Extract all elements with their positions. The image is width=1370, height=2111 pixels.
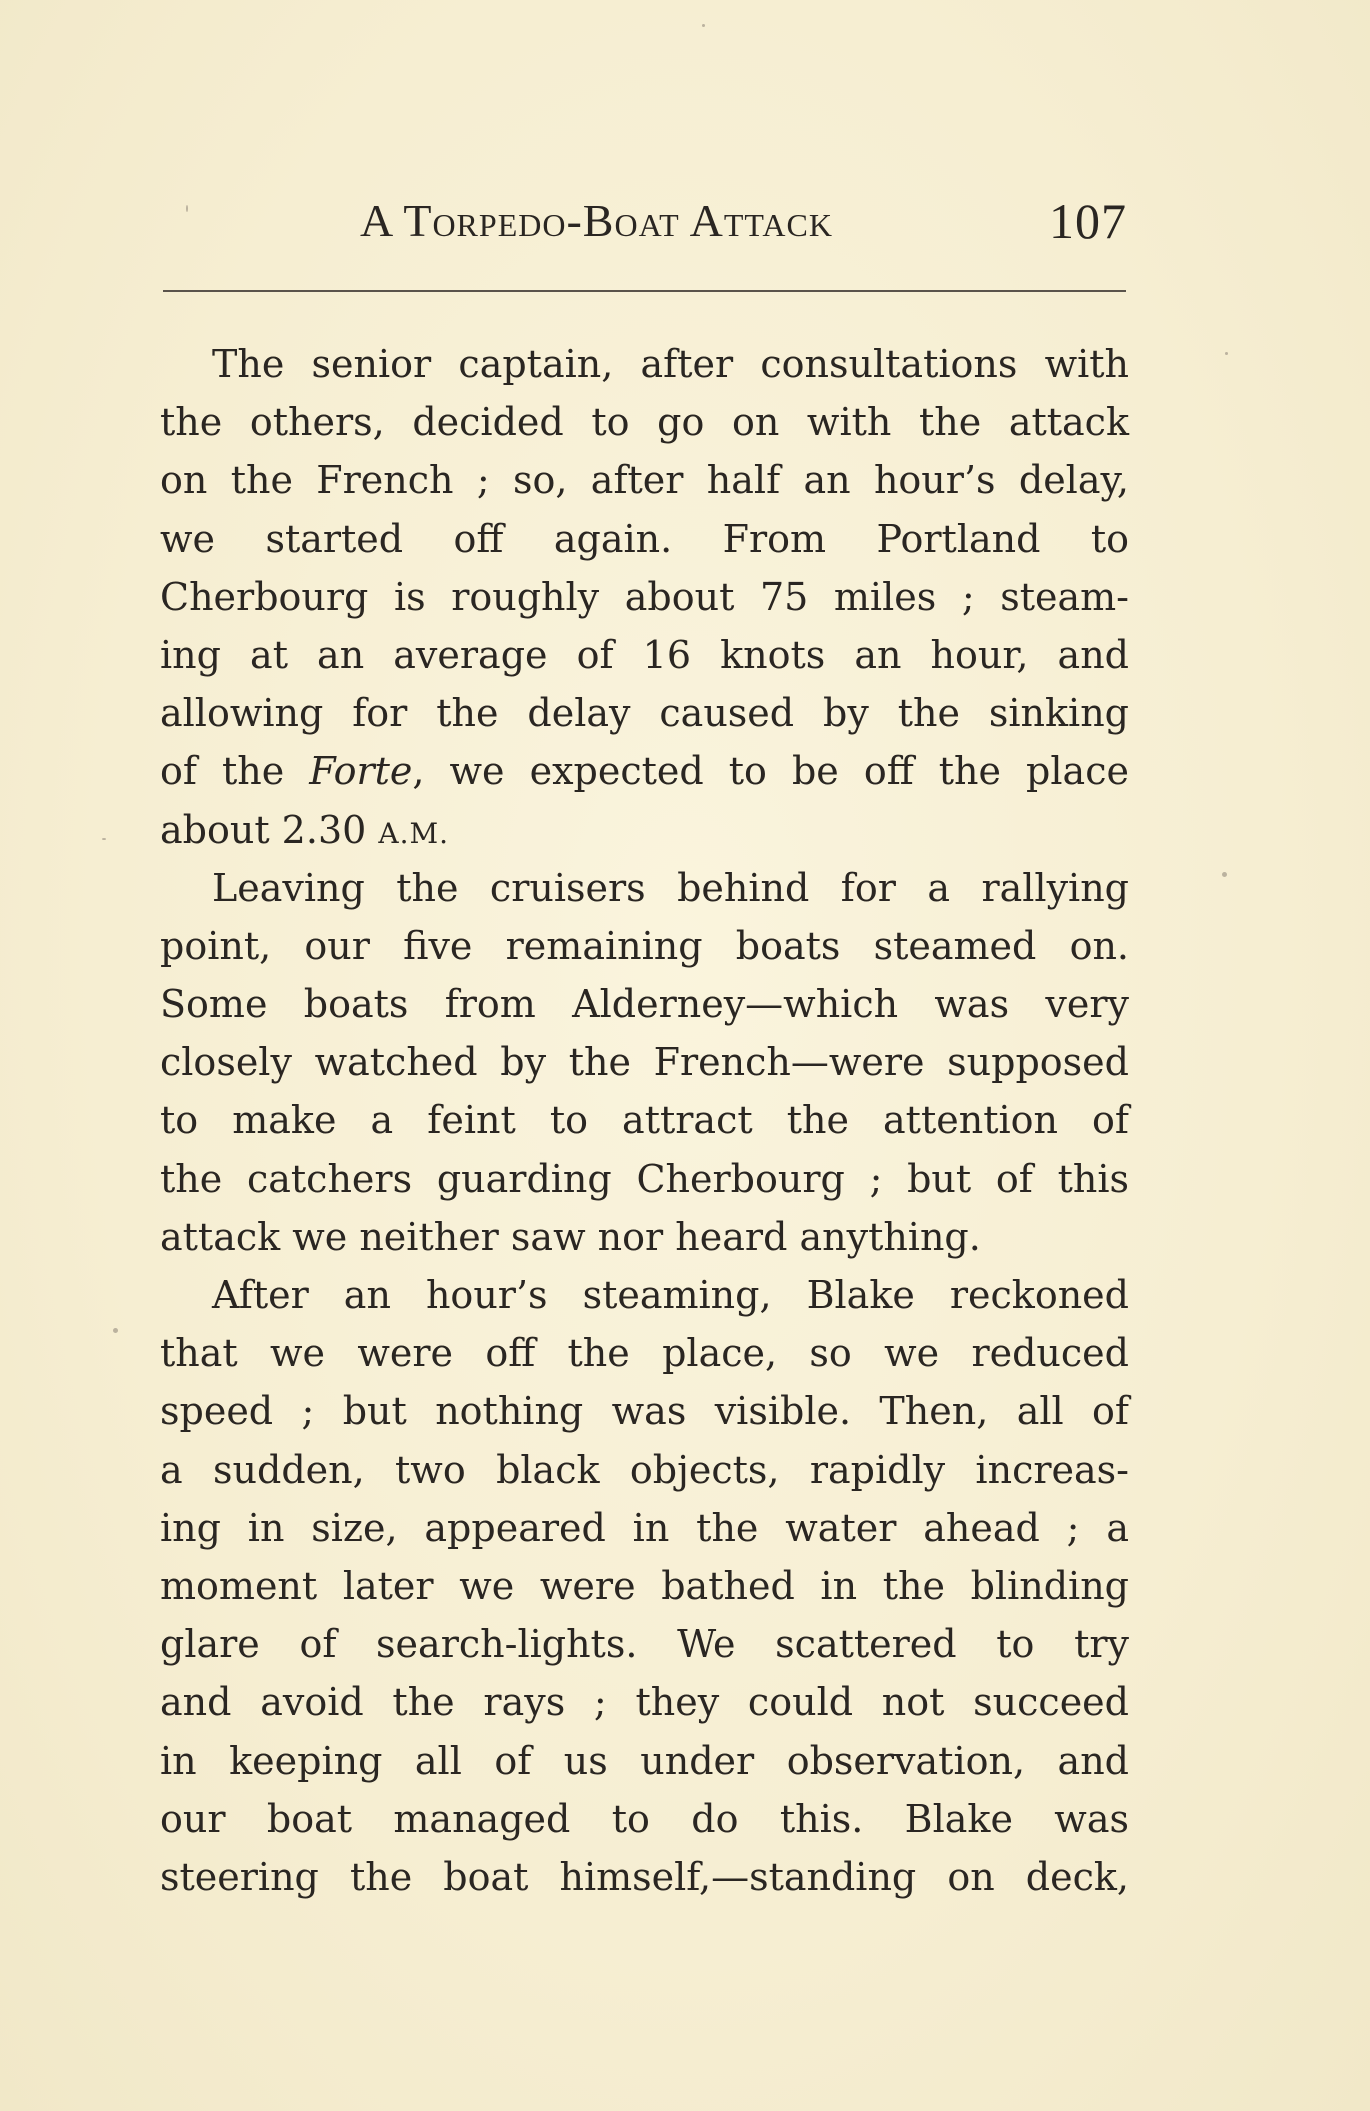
paper-speck bbox=[702, 24, 705, 27]
text-line: Leaving the cruisers behind for a rallying bbox=[212, 865, 1129, 910]
paper-speck bbox=[102, 838, 106, 840]
text-line: to make a feint to attract the attention of bbox=[160, 1098, 1129, 1143]
paper-speck bbox=[1222, 872, 1227, 877]
text-line: speed ; but nothing was visible. Then, all of bbox=[160, 1389, 1129, 1434]
text-line: allowing for the delay caused by the sinking bbox=[160, 691, 1129, 736]
text-line: that we were off the place, so we reduced bbox=[160, 1331, 1129, 1376]
text-line: point, our five remaining boats steamed on. bbox=[160, 923, 1129, 968]
text-run: of the bbox=[160, 749, 285, 794]
text-line: and avoid the rays ; they could not succeed bbox=[160, 1680, 1129, 1725]
paper-speck bbox=[186, 205, 188, 212]
text-line: closely watched by the French—were supposed bbox=[160, 1040, 1129, 1085]
text-line: moment later we were bathed in the blinding bbox=[160, 1563, 1129, 1608]
text-line bbox=[160, 742, 1129, 800]
paper-speck bbox=[113, 1328, 118, 1333]
text-line: ing in size, appeared in the water ahead ; a bbox=[160, 1505, 1129, 1550]
text-run: about 2.30 bbox=[160, 807, 367, 852]
text-line: The senior captain, after consultations with bbox=[212, 342, 1129, 386]
page-number: 107 bbox=[1049, 193, 1127, 249]
text-line: ing at an average of 16 knots an hour, and bbox=[160, 632, 1129, 677]
text-line: we started off again. From Portland to bbox=[160, 516, 1129, 561]
time-suffix: A.M. bbox=[378, 816, 450, 850]
text-line: After an hour’s steaming, Blake reckoned bbox=[212, 1273, 1129, 1317]
running-title: A Torpedo-Boat Attack bbox=[360, 195, 833, 246]
text-line: on the French ; so, after half an hour’s delay, bbox=[160, 458, 1129, 503]
text-line: Cherbourg is roughly about 75 miles ; steam- bbox=[160, 574, 1129, 619]
page-header bbox=[160, 186, 1132, 256]
text-line: a sudden, two black objects, rapidly increas- bbox=[160, 1447, 1129, 1492]
header-rule bbox=[163, 290, 1126, 292]
text-line: glare of search-lights. We scattered to try bbox=[160, 1622, 1129, 1667]
text-run: , we expected to be off the place bbox=[412, 749, 1129, 794]
text-line bbox=[160, 801, 1129, 859]
text-line: the catchers guarding Cherbourg ; but of this bbox=[160, 1156, 1129, 1201]
text-line: our boat managed to do this. Blake was bbox=[160, 1796, 1129, 1841]
paper-speck bbox=[1225, 352, 1228, 355]
text-line: Some boats from Alderney—which was very bbox=[160, 982, 1129, 1027]
body-text bbox=[160, 335, 1129, 1906]
ship-name-italic: Forte bbox=[309, 749, 413, 794]
text-line: in keeping all of us under observation, and bbox=[160, 1738, 1129, 1783]
text-line: steering the boat himself,—standing on deck, bbox=[160, 1854, 1129, 1899]
text-line: the others, decided to go on with the attack bbox=[160, 400, 1129, 445]
text-line: attack we neither saw nor heard anything. bbox=[160, 1214, 981, 1259]
